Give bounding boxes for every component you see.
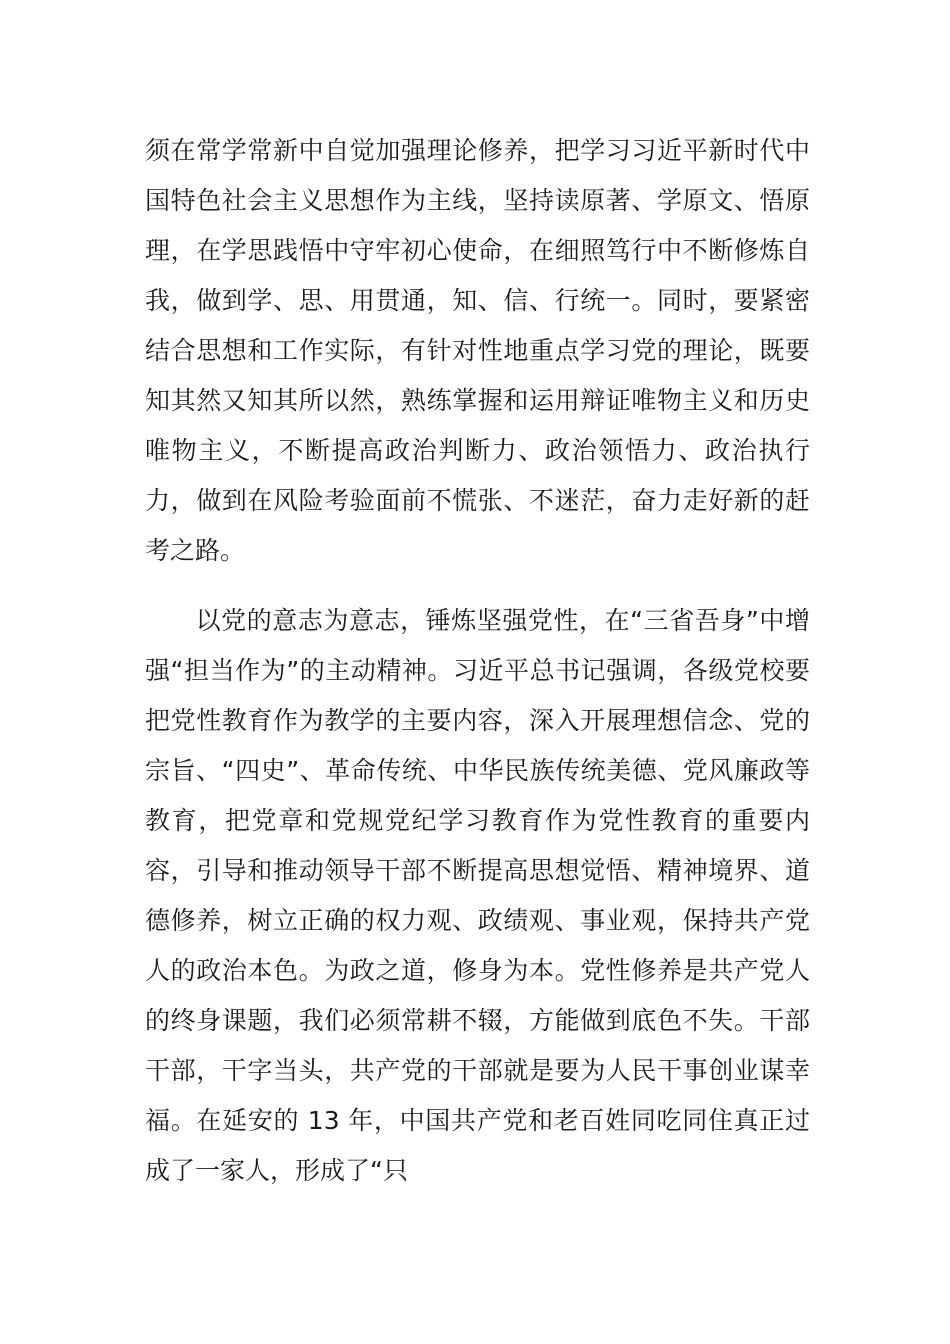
paragraph-1 <box>145 126 810 576</box>
paragraph-1-text: 须在常学常新中自觉加强理论修养，把学习习近平新时代中国特色社会主义思想作为主线，坚持读原著、学原文、悟原理，在学思践悟中守牢初心使命，在细照笃行中不断修炼自我，做到学、思、用贯通，知、信、行统一。同时，要紧密结合思想和工作实际，有针对性地重点学习党的理论，既要知其然又知其所以然，熟练掌握和运用辩证唯物主义和历史唯物主义，不断提高政治判断力、政治领悟力、政治执行力，做到在风险考验面前不慌张、不迷茫，奋力走好新的赶考之路。 <box>145 136 810 565</box>
paragraph-2-text: 以党的意志为意志，锤炼坚强党性，在“三省吾身”中增强“担当作为”的主动精神。习近平总书记强调，各级党校要把党性教育作为教学的主要内容，深入开展理想信念、党的宗旨、“四史”、革命传统、中华民族传统美德、党风廉政等教育，把党章和党规党纪学习教育作为党性教育的重要内容，引导和推动领导干部不断提高思想觉悟、精神境界、道德修养，树立正确的权力观、政绩观、事业观，保持共产党人的政治本色。为政之道，修身为本。党性修养是共产党人的终身课题，我们必须常耕不辍，方能做到底色不失。干部干部，干字当头，共产党的干部就是要为人民干事创业谋幸福。在延安的 13 年，中国共产党和老百姓同吃同住真正过成了一家人，形成了“只 <box>145 606 810 1185</box>
paragraph-2 <box>145 596 810 1196</box>
